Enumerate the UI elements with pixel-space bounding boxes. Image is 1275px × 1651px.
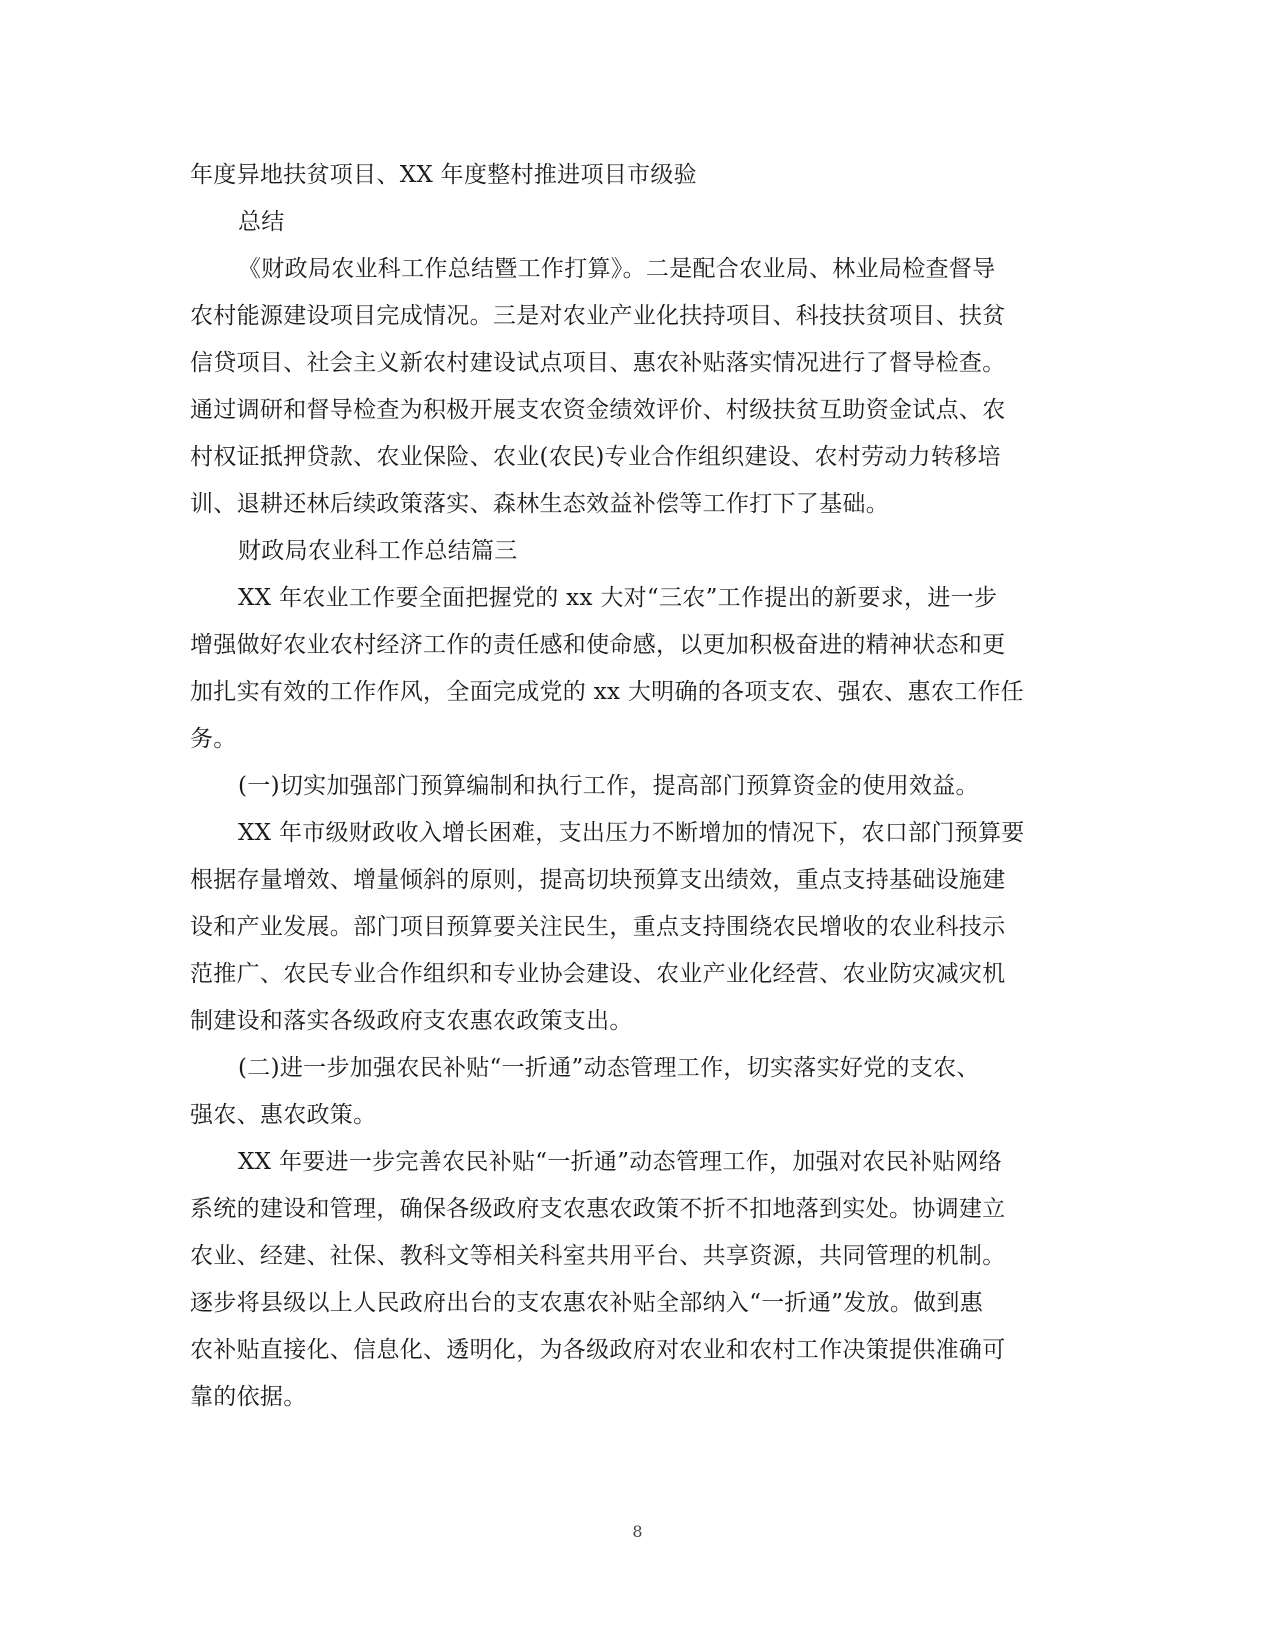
text-line: 强农、惠农政策。 <box>190 1102 377 1128</box>
text-line: XX 年市级财政收入增长困难，支出压力不断增加的情况下，农口部门预算要 <box>238 820 1025 846</box>
text-line: 加扎实有效的工作作风，全面完成党的 xx 大明确的各项支农、强农、惠农工作任 <box>190 679 1024 705</box>
text-line: 系统的建设和管理，确保各级政府支农惠农政策不折不扣地落到实处。协调建立 <box>190 1196 1006 1222</box>
text-line: 村权证抵押贷款、农业保险、农业(农民)专业合作组织建设、农村劳动力转移培 <box>190 444 1001 470</box>
text-line: 靠的依据。 <box>190 1384 307 1410</box>
text-line: 农业、经建、社保、教科文等相关科室共用平台、共享资源，共同管理的机制。 <box>190 1243 1006 1269</box>
text-line: 总结 <box>238 209 285 235</box>
text-line: 务。 <box>190 726 237 752</box>
text-line: 农补贴直接化、信息化、透明化，为各级政府对农业和农村工作决策提供准确可 <box>190 1337 1006 1363</box>
page-number: 8 <box>632 1522 643 1541</box>
text-line: 年度异地扶贫项目、XX 年度整村推进项目市级验 <box>190 162 697 188</box>
text-line: 农村能源建设项目完成情况。三是对农业产业化扶持项目、科技扶贫项目、扶贫 <box>190 303 1006 329</box>
section-heading: 财政局农业科工作总结篇三 <box>238 538 518 564</box>
text-line: 增强做好农业农村经济工作的责任感和使命感，以更加积极奋进的精神状态和更 <box>190 632 1006 658</box>
body-text <box>190 152 1070 1421</box>
text-line: 《财政局农业科工作总结暨工作打算》。二是配合农业局、林业局检查督导 <box>238 256 996 282</box>
text-line: 训、退耕还林后续政策落实、森林生态效益补偿等工作打下了基础。 <box>190 491 889 517</box>
subheading-line: (一)切实加强部门预算编制和执行工作，提高部门预算资金的使用效益。 <box>238 773 979 799</box>
text-line: 通过调研和督导检查为积极开展支农资金绩效评价、村级扶贫互助资金试点、农 <box>190 397 1006 423</box>
text-line: 逐步将县级以上人民政府出台的支农惠农补贴全部纳入“一折通”发放。做到惠 <box>190 1290 984 1316</box>
text-line: 信贷项目、社会主义新农村建设试点项目、惠农补贴落实情况进行了督导检查。 <box>190 350 1006 376</box>
text-line: 制建设和落实各级政府支农惠农政策支出。 <box>190 1008 633 1034</box>
text-line: XX 年农业工作要全面把握党的 xx 大对“三农”工作提出的新要求，进一步 <box>238 585 998 611</box>
subheading-line: (二)进一步加强农民补贴“一折通”动态管理工作，切实落实好党的支农、 <box>238 1055 980 1081</box>
text-line: 根据存量增效、增量倾斜的原则，提高切块预算支出绩效，重点支持基础设施建 <box>190 867 1006 893</box>
text-line: XX 年要进一步完善农民补贴“一折通”动态管理工作，加强对农民补贴网络 <box>238 1149 1003 1175</box>
text-line: 范推广、农民专业合作组织和专业协会建设、农业产业化经营、农业防灾减灾机 <box>190 961 1006 987</box>
text-line: 设和产业发展。部门项目预算要关注民生，重点支持围绕农民增收的农业科技示 <box>190 914 1006 940</box>
